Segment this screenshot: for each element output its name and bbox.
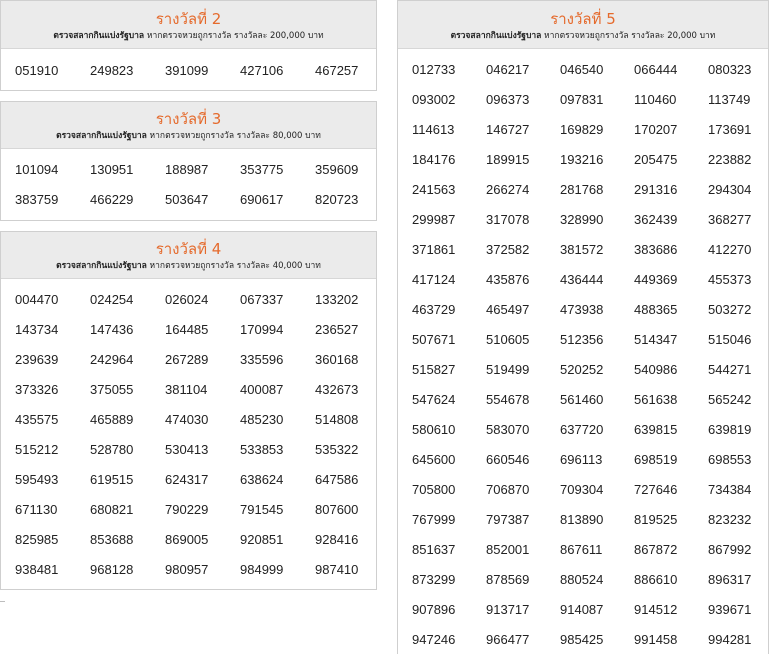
lottery-number: 947246: [412, 632, 456, 647]
lottery-number: 466229: [90, 192, 134, 207]
lottery-number: 335596: [240, 352, 284, 367]
lottery-number: 373326: [15, 382, 59, 397]
prize-4-subtitle: ตรวจสลากกินแบ่งรัฐบาล หากตรวจหวยถูกรางวัล รางวัลละ 40,000 บาท: [56, 261, 321, 271]
lottery-number: 727646: [634, 482, 678, 497]
lottery-number: 046540: [560, 62, 604, 77]
prize-3-title: รางวัลที่ 3: [155, 110, 222, 128]
lottery-number: 852001: [486, 542, 530, 557]
lottery-number: 580610: [412, 422, 456, 437]
lottery-number: 913717: [486, 602, 530, 617]
lottery-number: 595493: [15, 472, 59, 487]
lottery-number: 896317: [708, 572, 752, 587]
lottery-number: 914087: [560, 602, 604, 617]
lottery-number: 362439: [634, 212, 678, 227]
lottery-number: 417124: [412, 272, 456, 287]
prize-5-numbers: [398, 49, 768, 655]
prize-4-title: รางวัลที่ 4: [155, 240, 222, 258]
prize-3-numbers: [1, 149, 376, 215]
lottery-number: 241563: [412, 182, 456, 197]
lottery-number: 004470: [15, 292, 59, 307]
lottery-number: 886610: [634, 572, 678, 587]
prize-2-title: รางวัลที่ 2: [155, 10, 222, 28]
lottery-number: 474030: [165, 412, 209, 427]
lottery-number: 987410: [315, 562, 359, 577]
lottery-number: 169829: [560, 122, 604, 137]
lottery-number: 133202: [315, 292, 359, 307]
lottery-number: 709304: [560, 482, 604, 497]
lottery-number: 113749: [708, 92, 751, 107]
lottery-number: 639815: [634, 422, 678, 437]
lottery-number: 485230: [240, 412, 284, 427]
lottery-number: 503647: [165, 192, 209, 207]
lottery-number: 294304: [708, 182, 752, 197]
lottery-number: 873299: [412, 572, 456, 587]
lottery-number: 647586: [315, 472, 359, 487]
divider-tick: [0, 601, 5, 602]
lottery-number: 236527: [315, 322, 359, 337]
lottery-number: 455373: [708, 272, 752, 287]
lottery-number: 680821: [90, 502, 134, 517]
lottery-number: 561460: [560, 392, 604, 407]
lottery-number: 435876: [486, 272, 530, 287]
prize-2-header: [1, 1, 376, 49]
lottery-number: 473938: [560, 302, 604, 317]
prize-5-panel: [397, 0, 769, 654]
lottery-number: 966477: [486, 632, 530, 647]
lottery-number: 823232: [708, 512, 752, 527]
lottery-number: 869005: [165, 532, 209, 547]
lottery-number: 706870: [486, 482, 530, 497]
lottery-number: 291316: [634, 182, 678, 197]
lottery-number: 147436: [90, 322, 134, 337]
prize-3-subtitle: ตรวจสลากกินแบ่งรัฐบาล หากตรวจหวยถูกรางวัล รางวัลละ 80,000 บาท: [56, 131, 321, 141]
lottery-number: 170207: [634, 122, 678, 137]
lottery-number: 705800: [412, 482, 456, 497]
lottery-number: 267289: [165, 352, 209, 367]
lottery-number: 639819: [708, 422, 752, 437]
lottery-number: 698553: [708, 452, 752, 467]
prize-5-header: [398, 1, 768, 49]
lottery-number: 223882: [708, 152, 752, 167]
lottery-number: 359609: [315, 162, 359, 177]
lottery-number: 110460: [634, 92, 677, 107]
lottery-number: 170994: [240, 322, 284, 337]
lottery-number: 146727: [486, 122, 530, 137]
lottery-number: 825985: [15, 532, 59, 547]
lottery-number: 205475: [634, 152, 678, 167]
lottery-number: 853688: [90, 532, 134, 547]
lottery-number: 353775: [240, 162, 284, 177]
lottery-number: 143734: [15, 322, 59, 337]
lottery-number: 698519: [634, 452, 678, 467]
lottery-number: 968128: [90, 562, 134, 577]
lottery-number: 432673: [315, 382, 359, 397]
lottery-number: 465497: [486, 302, 530, 317]
lottery-number: 427106: [240, 63, 284, 78]
lottery-number: 984999: [240, 562, 284, 577]
lottery-number: 317078: [486, 212, 530, 227]
lottery-number: 994281: [708, 632, 752, 647]
lottery-number: 328990: [560, 212, 604, 227]
lottery-number: 514347: [634, 332, 678, 347]
lottery-number: 412270: [708, 242, 752, 257]
lottery-number: 188987: [165, 162, 209, 177]
lottery-number: 645600: [412, 452, 456, 467]
lottery-number: 242964: [90, 352, 134, 367]
lottery-number: 189915: [486, 152, 530, 167]
lottery-number: 530413: [165, 442, 209, 457]
lottery-number: 383759: [15, 192, 59, 207]
lottery-number: 515827: [412, 362, 456, 377]
lottery-number: 515212: [15, 442, 59, 457]
lottery-number: 436444: [560, 272, 604, 287]
lottery-number: 867992: [708, 542, 752, 557]
lottery-number: 867611: [560, 542, 603, 557]
lottery-number: 660546: [486, 452, 530, 467]
lottery-number: 734384: [708, 482, 752, 497]
lottery-number: 790229: [165, 502, 209, 517]
lottery-number: 807600: [315, 502, 359, 517]
prize-4-panel: [0, 231, 377, 590]
prize-5-title: รางวัลที่ 5: [550, 10, 616, 28]
lottery-number: 867872: [634, 542, 678, 557]
lottery-number: 012733: [412, 62, 456, 77]
lottery-number: 980957: [165, 562, 209, 577]
lottery-number: 281768: [560, 182, 604, 197]
lottery-number: 819525: [634, 512, 678, 527]
lottery-number: 093002: [412, 92, 456, 107]
lottery-number: 638624: [240, 472, 284, 487]
lottery-number: 510605: [486, 332, 530, 347]
lottery-number: 184176: [412, 152, 456, 167]
lottery-number: 368277: [708, 212, 752, 227]
lottery-number: 051910: [15, 63, 59, 78]
lottery-number: 797387: [486, 512, 530, 527]
lottery-number: 067337: [240, 292, 284, 307]
lottery-number: 938481: [15, 562, 59, 577]
lottery-number: 554678: [486, 392, 530, 407]
lottery-number: 637720: [560, 422, 604, 437]
lottery-number: 985425: [560, 632, 604, 647]
lottery-number: 939671: [708, 602, 752, 617]
lottery-number: 503272: [708, 302, 752, 317]
lottery-number: 914512: [634, 602, 678, 617]
lottery-number: 193216: [560, 152, 604, 167]
lottery-number: 533853: [240, 442, 284, 457]
lottery-number: 507671: [412, 332, 456, 347]
lottery-number: 066444: [634, 62, 678, 77]
lottery-number: 561638: [634, 392, 678, 407]
lottery-number: 467257: [315, 63, 359, 78]
lottery-number: 820723: [315, 192, 359, 207]
lottery-number: 097831: [560, 92, 604, 107]
lottery-number: 239639: [15, 352, 59, 367]
lottery-number: 372582: [486, 242, 530, 257]
lottery-number: 400087: [240, 382, 284, 397]
lottery-number: 624317: [165, 472, 209, 487]
lottery-number: 488365: [634, 302, 678, 317]
lottery-number: 880524: [560, 572, 604, 587]
lottery-number: 813890: [560, 512, 604, 527]
lottery-number: 266274: [486, 182, 530, 197]
lottery-number: 391099: [165, 63, 209, 78]
lottery-number: 928416: [315, 532, 359, 547]
lottery-number: 920851: [240, 532, 284, 547]
lottery-number: 540986: [634, 362, 678, 377]
lottery-number: 565242: [708, 392, 752, 407]
lottery-number: 449369: [634, 272, 678, 287]
lottery-number: 515046: [708, 332, 752, 347]
lottery-number: 907896: [412, 602, 456, 617]
lottery-number: 299987: [412, 212, 456, 227]
lottery-number: 435575: [15, 412, 59, 427]
lottery-number: 767999: [412, 512, 456, 527]
lottery-number: 463729: [412, 302, 456, 317]
prize-3-panel: [0, 101, 377, 221]
prize-3-header: [1, 102, 376, 149]
lottery-number: 164485: [165, 322, 209, 337]
lottery-number: 528780: [90, 442, 134, 457]
lottery-number: 520252: [560, 362, 604, 377]
lottery-number: 026024: [165, 292, 209, 307]
lottery-number: 375055: [90, 382, 134, 397]
lottery-number: 519499: [486, 362, 530, 377]
lottery-number: 671130: [15, 502, 58, 517]
lottery-number: 173691: [708, 122, 752, 137]
prize-2-panel: [0, 0, 377, 91]
lottery-number: 360168: [315, 352, 359, 367]
lottery-number: 371861: [412, 242, 456, 257]
lottery-number: 381572: [560, 242, 604, 257]
lottery-number: 080323: [708, 62, 752, 77]
lottery-number: 046217: [486, 62, 530, 77]
lottery-number: 619515: [90, 472, 134, 487]
lottery-number: 878569: [486, 572, 530, 587]
lottery-number: 249823: [90, 63, 134, 78]
lottery-number: 851637: [412, 542, 456, 557]
prize-4-numbers: [1, 279, 376, 585]
lottery-number: 991458: [634, 632, 678, 647]
prize-5-subtitle: ตรวจสลากกินแบ่งรัฐบาล หากตรวจหวยถูกรางวัล รางวัลละ 20,000 บาท: [450, 31, 716, 41]
lottery-number: 544271: [708, 362, 752, 377]
lottery-number: 690617: [240, 192, 284, 207]
lottery-number: 514808: [315, 412, 359, 427]
lottery-number: 791545: [240, 502, 284, 517]
lottery-number: 130951: [90, 162, 134, 177]
lottery-number: 096373: [486, 92, 530, 107]
lottery-number: 696113: [560, 452, 603, 467]
prize-2-numbers: [1, 49, 376, 86]
prize-4-header: [1, 232, 376, 279]
lottery-number: 383686: [634, 242, 678, 257]
lottery-number: 535322: [315, 442, 359, 457]
lottery-number: 101094: [15, 162, 59, 177]
lottery-number: 381104: [165, 382, 208, 397]
lottery-number: 512356: [560, 332, 604, 347]
prize-2-subtitle: ตรวจสลากกินแบ่งรัฐบาล หากตรวจหวยถูกรางวัล รางวัลละ 200,000 บาท: [53, 31, 324, 41]
lottery-number: 583070: [486, 422, 530, 437]
lottery-number: 547624: [412, 392, 456, 407]
lottery-number: 024254: [90, 292, 134, 307]
lottery-number: 114613: [412, 122, 455, 137]
lottery-number: 465889: [90, 412, 134, 427]
